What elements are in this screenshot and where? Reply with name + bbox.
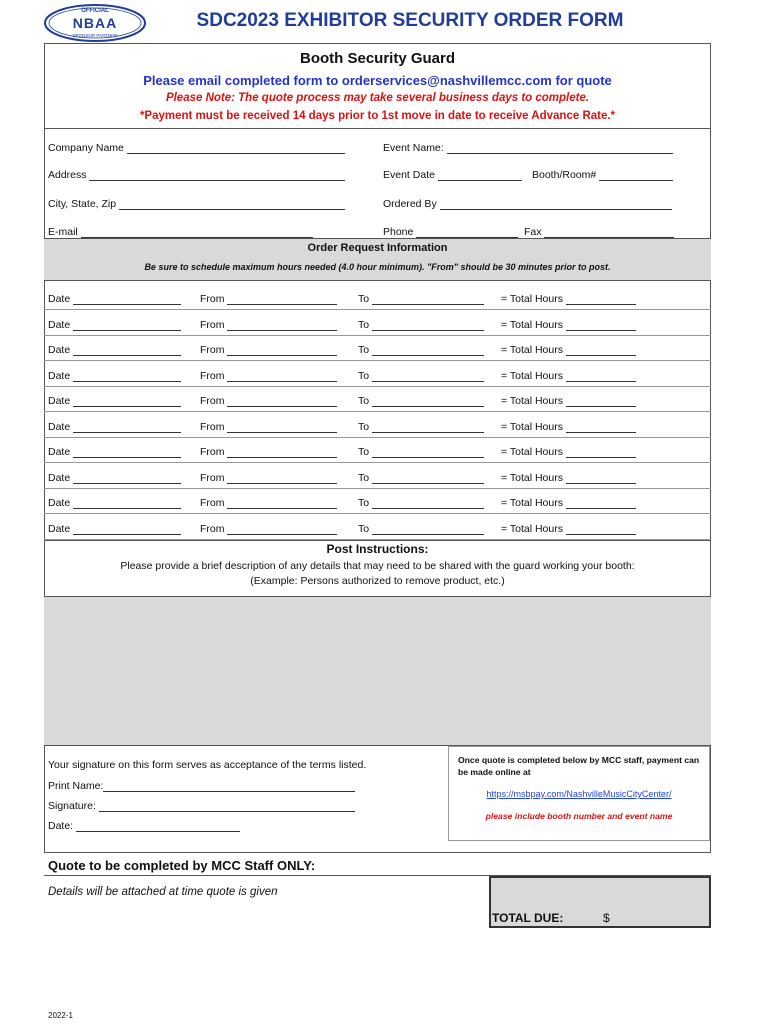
order-total-hours-label: = Total Hours	[501, 522, 563, 535]
order-from-field[interactable]	[200, 523, 337, 535]
order-date-blank[interactable]	[73, 498, 181, 509]
order-total-hours-label: = Total Hours	[501, 420, 563, 433]
order-from-field[interactable]	[200, 497, 337, 509]
order-from-field[interactable]	[200, 293, 337, 305]
order-date-label: Date	[48, 293, 71, 305]
order-to-blank[interactable]	[372, 320, 484, 331]
order-date-field[interactable]	[48, 395, 181, 407]
row-divider	[44, 513, 711, 514]
order-total-hours-label: = Total Hours	[501, 318, 563, 331]
order-date-blank[interactable]	[73, 524, 181, 535]
date-blank[interactable]	[76, 821, 240, 832]
order-date-blank[interactable]	[73, 422, 181, 433]
date-label: Date:	[48, 820, 74, 832]
order-from-label: From	[200, 369, 225, 382]
order-date-field[interactable]	[48, 523, 181, 535]
event-name-label: Event Name:	[383, 142, 444, 154]
email-label: E-mail	[48, 226, 78, 238]
order-date-blank[interactable]	[73, 345, 181, 356]
order-to-label: To	[358, 471, 370, 484]
order-total-hours-blank[interactable]	[566, 498, 636, 509]
order-total-hours-blank[interactable]	[566, 345, 636, 356]
order-row	[44, 293, 711, 317]
phone-field[interactable]	[383, 226, 518, 238]
fax-blank[interactable]	[544, 227, 674, 238]
order-total-hours-blank[interactable]	[566, 294, 636, 305]
city-state-zip-field[interactable]	[48, 198, 345, 210]
order-from-label: From	[200, 318, 225, 331]
order-to-field[interactable]	[358, 395, 484, 407]
fax-field[interactable]	[524, 226, 674, 238]
event-date-label: Event Date	[383, 169, 435, 181]
quote-section-title: Quote to be completed by MCC Staff ONLY:	[48, 858, 316, 873]
order-date-label: Date	[48, 497, 71, 509]
post-instructions-text	[44, 559, 711, 589]
order-date-blank[interactable]	[73, 371, 181, 382]
order-row	[44, 370, 711, 394]
booth-room-label: Booth/Room#	[532, 169, 597, 181]
order-to-label: To	[358, 318, 370, 331]
order-date-field[interactable]	[48, 293, 181, 305]
order-from-field[interactable]	[200, 344, 337, 356]
address-field[interactable]	[48, 169, 345, 181]
total-due-currency: $	[603, 911, 610, 925]
order-from-label: From	[200, 522, 225, 535]
order-date-label: Date	[48, 318, 71, 331]
order-to-label: To	[358, 369, 370, 382]
order-from-label: From	[200, 497, 225, 509]
order-row	[44, 395, 711, 419]
payment-link[interactable]: https://msbpay.com/NashvilleMusicCityCenter/	[486, 789, 672, 799]
order-total-hours-label: = Total Hours	[501, 446, 563, 458]
order-total-hours-blank[interactable]	[566, 320, 636, 331]
order-to-blank[interactable]	[372, 294, 484, 305]
booth-room-field[interactable]	[532, 169, 673, 181]
quote-details-note: Details will be attached at time quote is given	[48, 886, 278, 898]
print-name-label: Print Name:	[48, 780, 104, 792]
order-to-blank[interactable]	[372, 498, 484, 509]
order-total-hours-field[interactable]	[501, 472, 636, 484]
order-to-label: To	[358, 522, 370, 535]
order-request-note: Be sure to schedule maximum hours needed (4.0 hour minimum). "From" should be 30 minutes prior to post.	[144, 262, 611, 272]
order-to-field[interactable]	[358, 497, 484, 509]
ordered-by-field[interactable]	[383, 198, 672, 210]
order-to-label: To	[358, 344, 370, 356]
order-row	[44, 319, 711, 343]
phone-blank[interactable]	[416, 227, 518, 238]
order-date-label: Date	[48, 522, 71, 535]
order-to-blank[interactable]	[372, 447, 484, 458]
order-row	[44, 344, 711, 368]
company-name-label: Company Name	[48, 142, 124, 154]
order-total-hours-field[interactable]	[501, 370, 636, 382]
order-date-blank[interactable]	[73, 396, 181, 407]
signature-label: Signature:	[48, 800, 96, 812]
order-from-blank[interactable]	[227, 345, 337, 356]
order-from-blank[interactable]	[227, 473, 337, 484]
order-date-field[interactable]	[48, 344, 181, 356]
row-divider	[44, 462, 711, 463]
order-total-hours-field[interactable]	[501, 293, 636, 305]
order-total-hours-blank[interactable]	[566, 422, 636, 433]
row-divider	[44, 437, 711, 438]
order-from-field[interactable]	[200, 446, 337, 458]
order-date-blank[interactable]	[73, 320, 181, 331]
row-divider	[44, 360, 711, 361]
order-to-blank[interactable]	[372, 473, 484, 484]
order-to-field[interactable]	[358, 370, 484, 382]
order-date-field[interactable]	[48, 319, 181, 331]
order-to-blank[interactable]	[372, 345, 484, 356]
row-divider	[44, 386, 711, 387]
order-from-label: From	[200, 344, 225, 356]
order-to-field[interactable]	[358, 472, 484, 484]
order-date-label: Date	[48, 446, 71, 458]
order-total-hours-blank[interactable]	[566, 447, 636, 458]
order-from-label: From	[200, 446, 225, 458]
order-total-hours-label: = Total Hours	[501, 293, 563, 305]
order-total-hours-field[interactable]	[501, 523, 636, 535]
order-date-label: Date	[48, 344, 71, 356]
event-date-field[interactable]	[383, 169, 522, 181]
divider	[44, 128, 711, 129]
order-total-hours-field[interactable]	[501, 344, 636, 356]
email-instruction: Please email completed form to orderservices@nashvillemcc.com for quote	[143, 73, 612, 88]
company-name-field[interactable]	[48, 142, 345, 154]
order-date-blank[interactable]	[73, 473, 181, 484]
order-to-label: To	[358, 395, 370, 407]
order-total-hours-field[interactable]	[501, 319, 636, 331]
order-from-blank[interactable]	[227, 396, 337, 407]
order-date-label: Date	[48, 471, 71, 484]
order-from-label: From	[200, 395, 225, 407]
order-row	[44, 446, 711, 470]
order-from-blank[interactable]	[227, 320, 337, 331]
logo-top-text: OFFICIAL	[81, 8, 109, 14]
order-from-blank[interactable]	[227, 524, 337, 535]
order-date-label: Date	[48, 369, 71, 382]
address-label: Address	[48, 169, 87, 181]
city-state-zip-blank[interactable]	[119, 199, 345, 210]
order-date-blank[interactable]	[73, 447, 181, 458]
order-from-label: From	[200, 420, 225, 433]
print-name-blank[interactable]	[103, 781, 355, 792]
phone-label: Phone	[383, 226, 414, 238]
order-from-blank[interactable]	[227, 422, 337, 433]
order-date-field[interactable]	[48, 446, 181, 458]
order-date-field[interactable]	[48, 421, 181, 433]
order-total-hours-blank[interactable]	[566, 524, 636, 535]
order-date-field[interactable]	[48, 472, 181, 484]
order-date-field[interactable]	[48, 497, 181, 509]
total-due-label: TOTAL DUE:	[492, 911, 564, 925]
order-total-hours-field[interactable]	[501, 497, 636, 509]
order-total-hours-label: = Total Hours	[501, 344, 563, 356]
order-from-field[interactable]	[200, 319, 337, 331]
order-date-field[interactable]	[48, 370, 181, 382]
order-to-field[interactable]	[358, 319, 484, 331]
payment-reminder: please include booth number and event name	[485, 811, 673, 821]
order-to-label: To	[358, 293, 370, 305]
order-from-blank[interactable]	[227, 447, 337, 458]
order-row	[44, 421, 711, 445]
post-instructions-title: Post Instructions:	[326, 542, 429, 556]
order-total-hours-label: = Total Hours	[501, 395, 563, 407]
order-total-hours-label: = Total Hours	[501, 497, 563, 509]
ordered-by-label: Ordered By	[383, 198, 437, 210]
order-to-label: To	[358, 446, 370, 458]
order-date-label: Date	[48, 420, 71, 433]
order-to-blank[interactable]	[372, 371, 484, 382]
order-total-hours-blank[interactable]	[566, 473, 636, 484]
event-name-field[interactable]	[383, 142, 673, 154]
event-name-blank[interactable]	[447, 143, 673, 154]
order-to-label: To	[358, 497, 370, 509]
row-divider	[44, 411, 711, 412]
order-from-field[interactable]	[200, 370, 337, 382]
order-from-field[interactable]	[200, 395, 337, 407]
quote-process-note: Please Note: The quote process may take several business days to complete.	[165, 92, 590, 104]
order-total-hours-blank[interactable]	[566, 396, 636, 407]
order-date-label: Date	[48, 395, 71, 407]
signature-field[interactable]	[48, 800, 355, 812]
order-total-hours-field[interactable]	[501, 421, 636, 433]
post-instructions-line2: (Example: Persons authorized to remove product, etc.)	[250, 575, 505, 587]
row-divider	[44, 335, 711, 336]
order-to-field[interactable]	[358, 421, 484, 433]
city-state-zip-label: City, State, Zip	[48, 198, 117, 210]
order-from-field[interactable]	[200, 472, 337, 484]
signature-blank[interactable]	[99, 801, 355, 812]
row-divider	[44, 488, 711, 489]
company-name-blank[interactable]	[127, 143, 345, 154]
fax-label: Fax	[524, 226, 542, 238]
order-total-hours-field[interactable]	[501, 446, 636, 458]
row-divider	[44, 309, 711, 310]
online-payment-text: Once quote is completed below by MCC staff, payment can be made online at	[458, 755, 700, 777]
order-to-field[interactable]	[358, 523, 484, 535]
form-version: 2022-1	[48, 1011, 73, 1020]
order-to-field[interactable]	[358, 293, 484, 305]
divider	[44, 540, 711, 541]
form-title: SDC2023 EXHIBITOR SECURITY ORDER FORM	[196, 10, 624, 31]
order-total-hours-label: = Total Hours	[501, 369, 563, 382]
email-field[interactable]	[48, 226, 313, 238]
order-total-hours-blank[interactable]	[566, 371, 636, 382]
order-total-hours-label: = Total Hours	[501, 471, 563, 484]
logo-bottom-text: SPONSOR PARTNER	[72, 33, 118, 38]
signature-acceptance-note: Your signature on this form serves as acceptance of the terms listed.	[48, 759, 367, 771]
order-row	[44, 472, 711, 496]
order-to-blank[interactable]	[372, 524, 484, 535]
order-from-label: From	[200, 293, 225, 305]
post-description-textarea[interactable]	[44, 596, 711, 746]
order-to-field[interactable]	[358, 344, 484, 356]
order-from-blank[interactable]	[227, 498, 337, 509]
order-to-field[interactable]	[358, 446, 484, 458]
date-field[interactable]	[48, 820, 240, 832]
nbaa-logo	[44, 3, 146, 43]
order-from-field[interactable]	[200, 421, 337, 433]
email-blank[interactable]	[81, 227, 313, 238]
order-from-blank[interactable]	[227, 371, 337, 382]
event-date-blank[interactable]	[438, 170, 522, 181]
order-request-title: Order Request Information	[307, 242, 448, 254]
ordered-by-blank[interactable]	[440, 199, 672, 210]
order-to-blank[interactable]	[372, 422, 484, 433]
order-from-label: From	[200, 471, 225, 484]
order-to-blank[interactable]	[372, 396, 484, 407]
order-to-label: To	[358, 420, 370, 433]
post-instructions-line1: Please provide a brief description of any details that may need to be shared with the guard working your booth:	[120, 560, 635, 572]
order-row	[44, 497, 711, 521]
logo-name: NBAA	[72, 15, 118, 31]
payment-deadline-note: *Payment must be received 14 days prior to 1st move in date to receive Advance Rate.*	[139, 110, 616, 122]
order-date-blank[interactable]	[73, 294, 181, 305]
print-name-field[interactable]	[48, 780, 355, 792]
booth-heading: Booth Security Guard	[299, 50, 456, 67]
order-total-hours-field[interactable]	[501, 395, 636, 407]
booth-room-blank[interactable]	[599, 170, 673, 181]
order-from-blank[interactable]	[227, 294, 337, 305]
address-blank[interactable]	[89, 170, 345, 181]
